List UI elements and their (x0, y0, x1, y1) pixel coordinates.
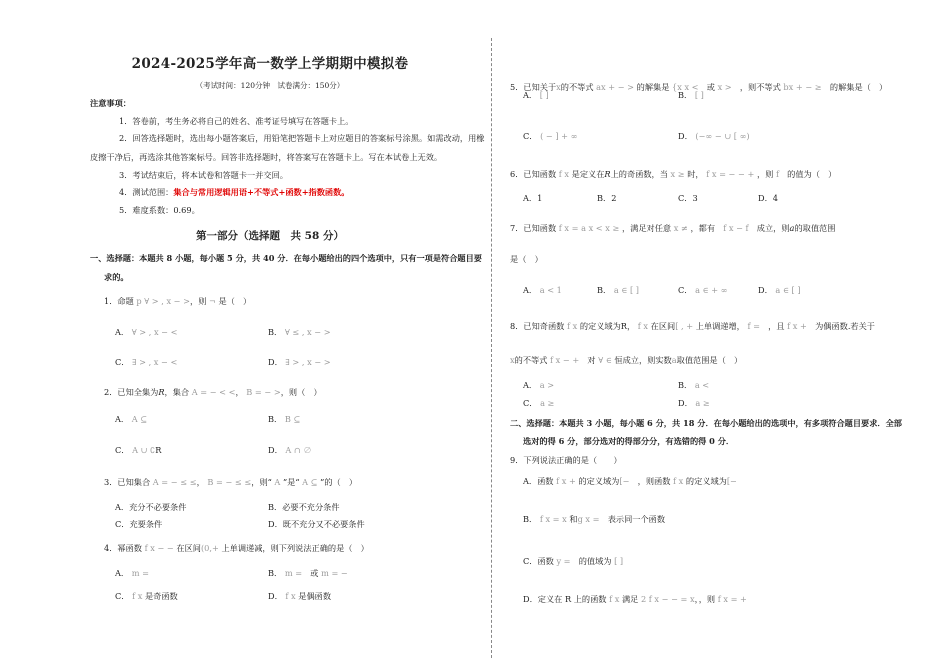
q3-stem: 3．已知集合 A = − ≤ ≤， B = − ≤ ≤，则“ A ”是“ A ⊆ ”的（ ） (104, 477, 358, 487)
q2-option-a[interactable]: A． A ⊆ (115, 414, 148, 424)
q7-stem-2: 是（ ） (510, 254, 543, 264)
q8-option-b[interactable]: B． a < (678, 380, 710, 390)
q8-stem-1: 8．已知奇函数 f x 的定义域为R， f x 在区间[ , + 上单调递增， f = ，且 f x + 为偶函数.若关于 (510, 321, 875, 331)
q8-option-c[interactable]: C． a ≥ (523, 398, 555, 408)
section2-line1: 二、选择题：本题共 3 小题，每小题 6 分，共 18 分．在每小题给出的选项中，有多项符合题目要求．全部 (510, 418, 902, 428)
q1-stem: 1．命题 p ∀ > , x − >，则 ¬ 是（ ） (104, 296, 252, 306)
q6-option-c[interactable]: C．3 (678, 193, 698, 203)
q1-option-a[interactable]: A． ∀ > , x − < (115, 327, 178, 337)
q2-option-b[interactable]: B． B ⊆ (268, 414, 301, 424)
part1-title: 第一部分（选择题 共 58 分） (196, 230, 344, 242)
test-range: 集合与常用逻辑用语+不等式+函数+指数函数。 (173, 187, 350, 197)
q5-option-d[interactable]: D． (−∞ − ∪ [ ∞) (678, 131, 750, 141)
note-5: 5．难度系数：0.69。 (119, 205, 200, 215)
q8-option-d[interactable]: D． a ≥ (678, 398, 710, 408)
q1-option-d[interactable]: D． ∃ > , x − > (268, 357, 331, 367)
q9-stem: 9．下列说法正确的是（ ） (510, 455, 622, 465)
q7-option-d[interactable]: D． a ∈ [ ] (758, 285, 801, 295)
q7-option-c[interactable]: C． a ∈ + ∞ (678, 285, 728, 295)
q4-stem: 4．幂函数 f x − − 在区间(0,+ 上单调递减，则下列说法正确的是（ ） (104, 543, 369, 553)
q3-option-c[interactable]: C．充要条件 (115, 519, 163, 529)
q7-option-b[interactable]: B． a ∈ [ ] (597, 285, 639, 295)
q3-option-a[interactable]: A．充分不必要条件 (115, 502, 187, 512)
q4-option-b[interactable]: B． m = 或 m = − (268, 568, 348, 578)
q3-option-b[interactable]: B．必要不充分条件 (268, 502, 340, 512)
q9-option-d[interactable]: D．定义在 R 上的函数 f x 满足 2 f x − − = x，，则 f x = + (523, 594, 747, 604)
column-divider (491, 38, 492, 658)
note-3: 3．考试结束后，将本试卷和答题卡一并交回。 (119, 170, 288, 180)
q9-option-a[interactable]: A．函数 f x + 的定义域为[− ，则函数 f x 的定义域为[− (523, 476, 737, 486)
notes-heading: 注意事项： (90, 98, 131, 108)
q6-stem: 6．已知函数 f x 是定义在R上的奇函数，当 x ≥ 时， f x = − − + ，则 f 的值为（ ） (510, 169, 837, 179)
section1-line1: 一、选择题：本题共 8 小题，每小题 5 分，共 40 分．在每小题给出的四个选项中，只有一项是符合题目要 (90, 253, 482, 263)
note-1: 1．答卷前，考生务必将自己的姓名、准考证号填写在答题卡上。 (119, 116, 354, 126)
q6-option-d[interactable]: D．4 (758, 193, 778, 203)
q9-option-b[interactable]: B． f x = x 和g x = 表示同一个函数 (523, 514, 666, 524)
q7-stem-1: 7．已知函数 f x = a x < x ≥ ，满足对任意 x ≠ ，都有 f x − f 成立，则a的取值范围 (510, 223, 836, 233)
q2-option-c[interactable]: C． A ∪ ∁R (115, 445, 162, 455)
q6-option-b[interactable]: B．2 (597, 193, 617, 203)
note-2a: 2．回答选择题时，选出每小题答案后，用铅笔把答题卡上对应题目的答案标号涂黑。如需改动，用橡 (119, 133, 485, 143)
q2-option-d[interactable]: D． A ∩ ∅ (268, 445, 312, 455)
note-2b: 皮擦干净后，再选涂其他答案标号。回答非选择题时，将答案写在答题卡上。写在本试卷上无效。 (90, 152, 443, 162)
q6-option-a[interactable]: A．1 (523, 193, 543, 203)
section2-line2: 选对的得 6 分，部分选对的得部分分，有选错的得 0 分． (523, 436, 735, 446)
q4-option-a[interactable]: A． m = (115, 568, 149, 578)
q7-option-a[interactable]: A． a < 1 (523, 285, 562, 295)
q5-option-c[interactable]: C． ( − ] + ∞ (523, 131, 578, 141)
q5-option-a[interactable]: A． [ ] (523, 90, 549, 100)
q8-option-a[interactable]: A． a > (523, 380, 555, 390)
q1-option-b[interactable]: B． ∀ ≤ , x − > (268, 327, 331, 337)
q3-option-d[interactable]: D．既不充分又不必要条件 (268, 519, 365, 529)
q1-option-c[interactable]: C． ∃ > , x − < (115, 357, 178, 367)
q4-option-d[interactable]: D． f x 是偶函数 (268, 591, 332, 601)
q8-stem-2: x的不等式 f x − + 对 ∀ ∈ 恒成立，则实数a取值范围是（ ） (510, 355, 743, 365)
q2-stem: 2．已知全集为R，集合 A = − < <， B = − >，则（ ） (104, 387, 322, 397)
exam-title: 2024-2025学年高一数学上学期期中模拟卷 (131, 56, 409, 72)
section1-line2: 求的。 (104, 272, 129, 282)
note-4: 4．测试范围：集合与常用逻辑用语+不等式+函数+指数函数。 (119, 187, 350, 197)
q9-option-c[interactable]: C．函数 y = 的值域为 [ ] (523, 556, 624, 566)
q5-option-b[interactable]: B． [ ] (678, 90, 704, 100)
q5-stem: 5．已知关于x的不等式 ax + − > 的解集是 {x x < 或 x > ，则不等式 bx + − ≥ 的解集是（ ） (510, 82, 888, 92)
q4-option-c[interactable]: C． f x 是奇函数 (115, 591, 178, 601)
exam-subtitle: （考试时间：120分钟 试卷满分：150分） (195, 81, 345, 90)
